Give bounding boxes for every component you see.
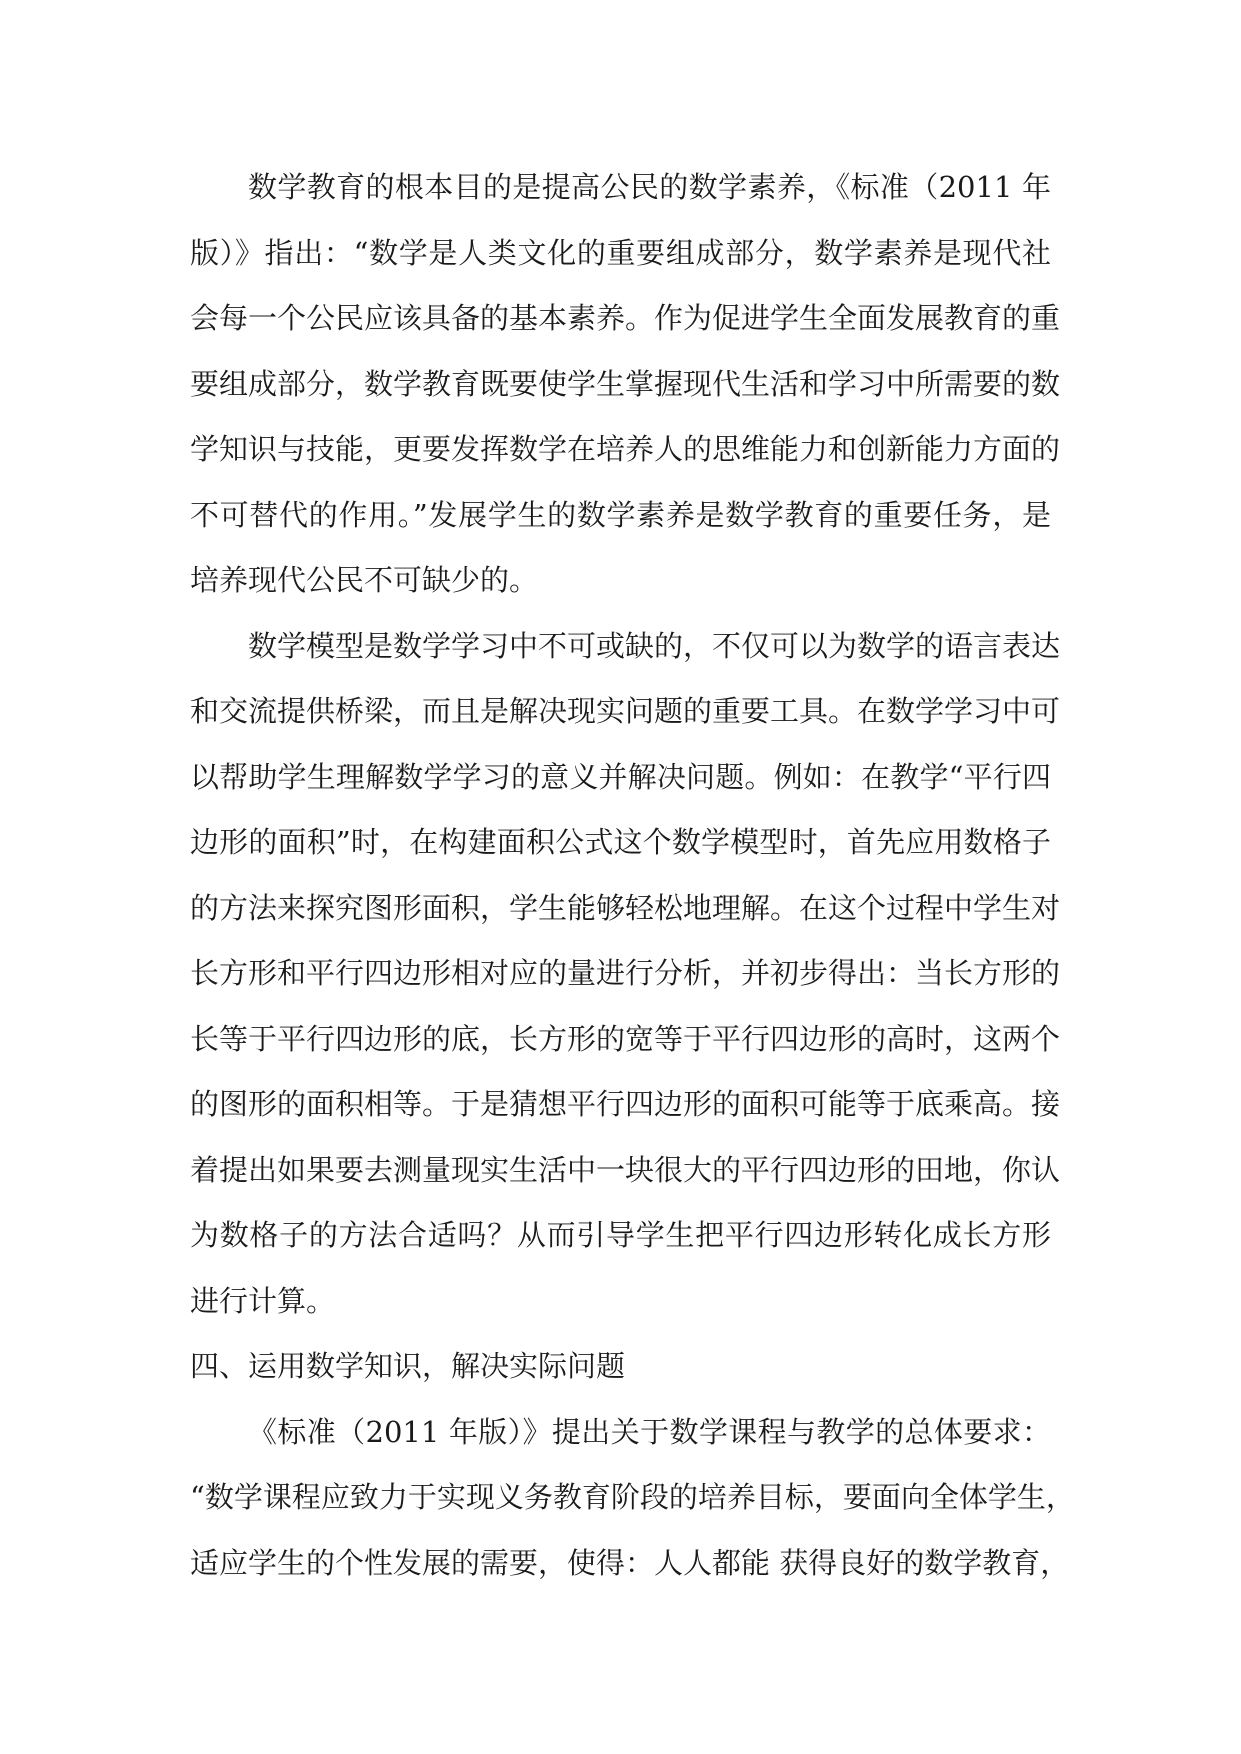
text-line: 要组成部分，数学教育既要使学生掌握现代生活和学习中所需要的数 [190, 366, 1061, 401]
text-line: 为数格子的方法合适吗？从而引导学生把平行四边形转化成长方形 [190, 1218, 1051, 1252]
text-line: 着提出如果要去测量现实生活中一块很大的平行四边形的田地，你认 [190, 1152, 1061, 1187]
text-line: 《标准（2011 年版）》提出关于数学课程与教学的总体要求： [248, 1414, 1051, 1449]
section-heading [190, 1334, 1051, 1400]
text-line: 培养现代公民不可缺少的。 [190, 563, 539, 597]
text-line: 数学教育的根本目的是提高公民的数学素养，《标准（2011 年 [248, 170, 1051, 204]
paragraph-math-model [190, 614, 1061, 1335]
text-line: 适应学生的个性发展的需要，使得：人人都能 获得良好的数学教育， [190, 1545, 1070, 1580]
text-line: 边形的面积”时，在构建面积公式这个数学模型时，首先应用数格子 [190, 825, 1051, 859]
text-line: 数学模型是数学学习中不可或缺的，不仅可以为数学的语言表达 [248, 628, 1061, 663]
text-line: “数学课程应致力于实现义务教育阶段的培养目标，要面向全体学生， [190, 1480, 1075, 1514]
section-heading-text: 四、运用数学知识，解决实际问题 [190, 1349, 626, 1383]
paragraph-math-literacy [190, 155, 1061, 614]
text-line: 和交流提供桥梁，而且是解决现实问题的重要工具。在数学学习中可 [190, 694, 1061, 728]
text-line: 的图形的面积相等。于是猜想平行四边形的面积可能等于底乘高。接 [190, 1087, 1061, 1121]
text-line: 版）》指出：“数学是人类文化的重要组成部分，数学素养是现代社 [190, 235, 1051, 270]
document-body [190, 155, 1075, 1596]
text-line: 长等于平行四边形的底，长方形的宽等于平行四边形的高时，这两个 [190, 1021, 1061, 1056]
paragraph-curriculum-requirements [190, 1400, 1075, 1597]
text-line: 长方形和平行四边形相对应的量进行分析，并初步得出：当长方形的 [190, 956, 1061, 990]
text-line: 不可替代的作用。”发展学生的数学素养是数学教育的重要任务，是 [190, 497, 1051, 532]
text-line: 的方法来探究图形面积，学生能够轻松地理解。在这个过程中学生对 [190, 890, 1061, 925]
text-line: 以帮助学生理解数学学习的意义并解决问题。例如：在教学“平行四 [190, 759, 1051, 794]
text-line: 学知识与技能，更要发挥数学在培养人的思维能力和创新能力方面的 [190, 432, 1061, 466]
text-line: 进行计算。 [190, 1283, 336, 1318]
text-line: 会每一个公民应该具备的基本素养。作为促进学生全面发展教育的重 [190, 301, 1061, 335]
